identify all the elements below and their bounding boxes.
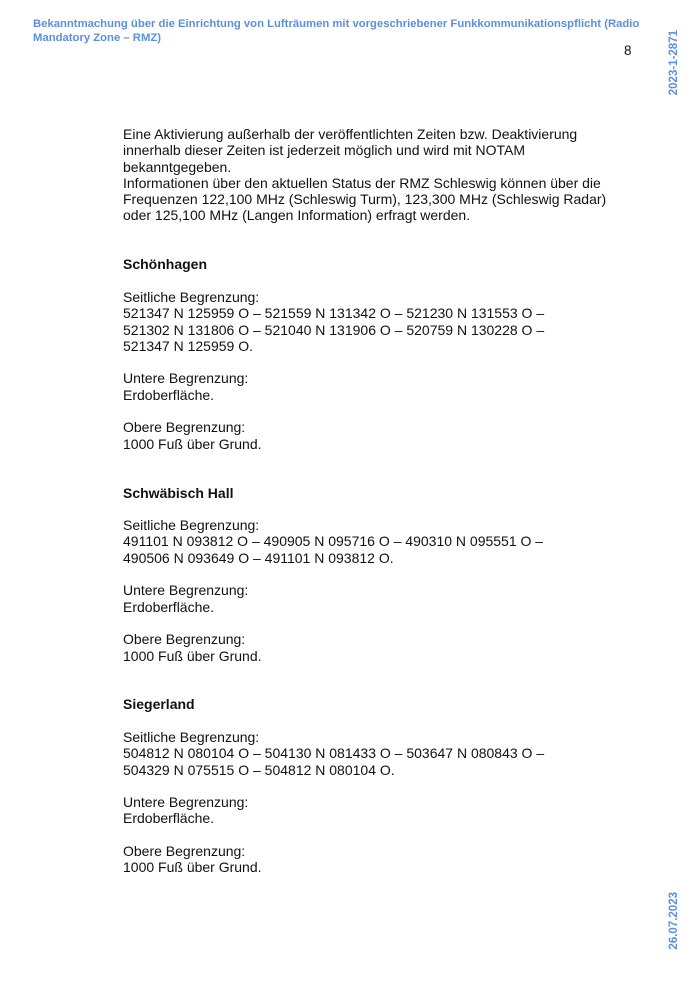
lower-limit-label: Untere Begrenzung:	[123, 794, 249, 811]
lower-limit	[123, 582, 623, 615]
lateral-limits	[123, 289, 623, 354]
intro-line: Eine Aktivierung außerhalb der veröffentlichten Zeiten bzw. Deaktivierung	[123, 126, 578, 142]
page-number: 8	[624, 43, 632, 58]
lower-limit-value: Erdoberfläche.	[123, 598, 215, 615]
document-header-title: Bekanntmachung über die Einrichtung von Lufträumen mit vorgeschriebener Funkkommunikationspflicht (Radio Mandatory Zone – RMZ)	[33, 18, 640, 44]
lateral-coordinates-line: 521302 N 131806 O – 521040 N 131906 O – 520759 N 130228 O –	[123, 321, 545, 338]
section-title: Schwäbisch Hall	[123, 484, 234, 501]
document-id-vertical: 2023-1-2871	[668, 30, 680, 96]
upper-limit-value: 1000 Fuß über Grund.	[123, 647, 262, 664]
lateral-coordinates-line: 504329 N 075515 O – 504812 N 080104 O.	[123, 761, 395, 778]
lateral-label: Seitliche Begrenzung:	[123, 517, 260, 534]
lateral-limits	[123, 729, 623, 778]
upper-limit-value: 1000 Fuß über Grund.	[123, 859, 262, 876]
upper-limit-label: Obere Begrenzung:	[123, 631, 246, 648]
lower-limit-value: Erdoberfläche.	[123, 386, 215, 403]
lateral-limits	[123, 517, 623, 566]
lateral-coordinates-line: 491101 N 093812 O – 490905 N 095716 O – 490310 N 095551 O –	[123, 533, 544, 550]
lateral-coordinates-line: 490506 N 093649 O – 491101 N 093812 O.	[123, 549, 394, 566]
lower-limit	[123, 794, 623, 827]
lower-limit-label: Untere Begrenzung:	[123, 370, 249, 387]
intro-line: oder 125,100 MHz (Langen Information) erfragt werden.	[123, 207, 471, 224]
upper-limit	[123, 631, 623, 664]
upper-limit	[123, 419, 623, 452]
lateral-coordinates-line: 504812 N 080104 O – 504130 N 081433 O – 503647 N 080843 O –	[123, 745, 545, 762]
intro-line: Frequenzen 122,100 MHz (Schleswig Turm), 123,300 MHz (Schleswig Radar)	[123, 191, 607, 208]
upper-limit-value: 1000 Fuß über Grund.	[123, 435, 262, 452]
intro-line: bekanntgegeben.	[123, 158, 232, 175]
intro-line: Informationen über den aktuellen Status der RMZ Schleswig können über die	[123, 174, 601, 191]
section-siegerland	[123, 696, 623, 875]
lower-limit	[123, 370, 623, 403]
lateral-coordinates-line: 521347 N 125959 O – 521559 N 131342 O – 521230 N 131553 O –	[123, 305, 545, 322]
lower-limit-value: Erdoberfläche.	[123, 810, 215, 827]
document-body	[123, 126, 623, 876]
upper-limit	[123, 843, 623, 876]
section-schwaebisch-hall	[123, 485, 623, 664]
lateral-label: Seitliche Begrenzung:	[123, 288, 260, 305]
lateral-coordinates-line: 521347 N 125959 O.	[123, 337, 253, 354]
intro-line: innerhalb dieser Zeiten ist jederzeit möglich und wird mit NOTAM	[123, 142, 526, 159]
section-title: Siegerland	[123, 696, 195, 713]
section-title: Schönhagen	[123, 256, 208, 273]
intro-paragraph	[123, 126, 623, 224]
lateral-label: Seitliche Begrenzung:	[123, 728, 260, 745]
upper-limit-label: Obere Begrenzung:	[123, 419, 246, 436]
publication-date-vertical: 26.07.2023	[668, 892, 680, 950]
section-schoenhagen	[123, 256, 623, 452]
lower-limit-label: Untere Begrenzung:	[123, 582, 249, 599]
upper-limit-label: Obere Begrenzung:	[123, 843, 246, 860]
